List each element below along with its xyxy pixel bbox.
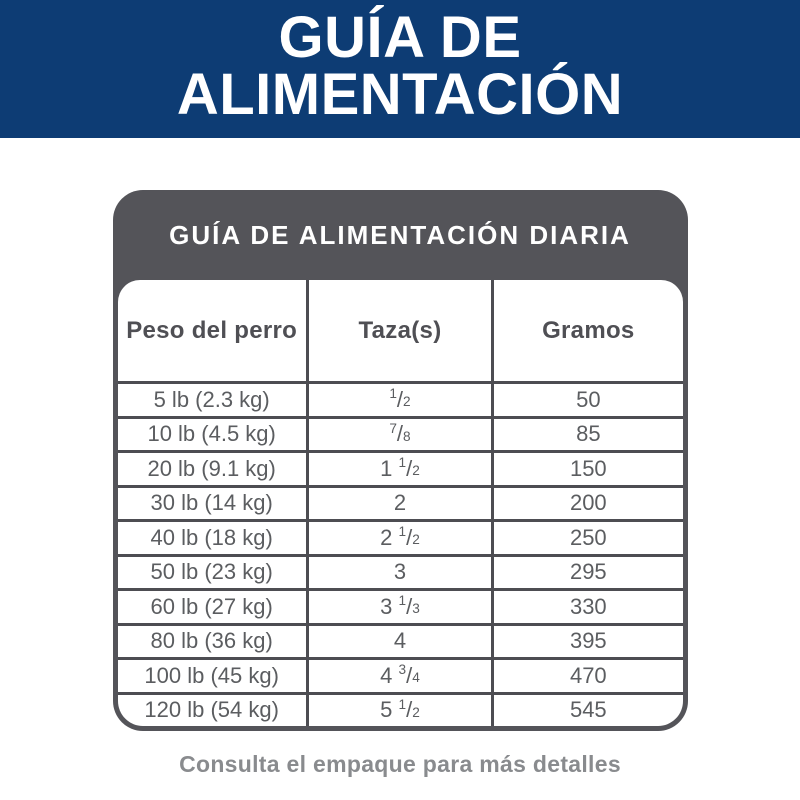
feeding-table	[118, 280, 683, 726]
cell-tazas: 2 1 / 2	[306, 522, 494, 554]
table-row	[118, 623, 683, 658]
cell-gramos: 50	[576, 386, 601, 412]
table-row	[118, 657, 683, 692]
cell-peso: 10 lb (4.5 kg)	[147, 421, 276, 447]
cell-peso: 100 lb (45 kg)	[144, 662, 279, 688]
table-row	[118, 554, 683, 589]
cell-peso: 40 lb (18 kg)	[150, 524, 273, 550]
daily-feeding-guide-card	[113, 190, 688, 731]
cell-peso: 60 lb (27 kg)	[150, 593, 273, 619]
cell-tazas: 5 1 / 2	[306, 695, 494, 727]
cell-peso: 80 lb (36 kg)	[150, 628, 273, 654]
column-header-peso: Peso del perro	[126, 316, 298, 344]
cell-tazas: 1 1 / 2	[306, 453, 494, 485]
cell-tazas: 2	[306, 488, 494, 520]
table-row	[118, 588, 683, 623]
cell-gramos: 395	[569, 628, 607, 654]
table-row	[118, 450, 683, 485]
cell-gramos: 85	[576, 421, 601, 447]
cell-tazas: 1 / 2	[306, 384, 494, 416]
cell-tazas: 7 / 8	[306, 419, 494, 451]
table-row	[118, 692, 683, 727]
banner-title-line2: ALIMENTACIÓN	[176, 62, 624, 127]
cell-peso: 5 lb (2.3 kg)	[153, 386, 270, 412]
cell-gramos: 295	[569, 559, 607, 585]
table-header-row	[118, 280, 683, 381]
banner-title-line1: GUÍA DE	[278, 5, 522, 71]
table-row	[118, 519, 683, 554]
column-header-gramos: Gramos	[542, 316, 635, 344]
footer-note: Consulta el empaque para más detalles	[179, 751, 621, 777]
cell-peso: 50 lb (23 kg)	[150, 559, 273, 585]
table-title: GUÍA DE ALIMENTACIÓN DIARIA	[169, 219, 631, 250]
cell-peso: 120 lb (54 kg)	[144, 697, 279, 723]
feeding-guide-banner	[0, 0, 800, 138]
table-row	[118, 381, 683, 416]
cell-peso: 30 lb (14 kg)	[150, 490, 273, 516]
cell-tazas: 3	[306, 557, 494, 589]
cell-tazas: 4	[306, 626, 494, 658]
cell-gramos: 200	[569, 490, 607, 516]
cell-gramos: 470	[569, 662, 607, 688]
cell-tazas: 3 1 / 3	[306, 591, 494, 623]
cell-gramos: 545	[569, 697, 607, 723]
cell-gramos: 150	[569, 455, 607, 481]
column-header-tazas: Taza(s)	[306, 280, 494, 381]
cell-gramos: 250	[569, 524, 607, 550]
cell-peso: 20 lb (9.1 kg)	[147, 455, 276, 481]
table-row	[118, 485, 683, 520]
cell-tazas: 4 3 / 4	[306, 660, 494, 692]
cell-gramos: 330	[569, 593, 607, 619]
table-row	[118, 416, 683, 451]
